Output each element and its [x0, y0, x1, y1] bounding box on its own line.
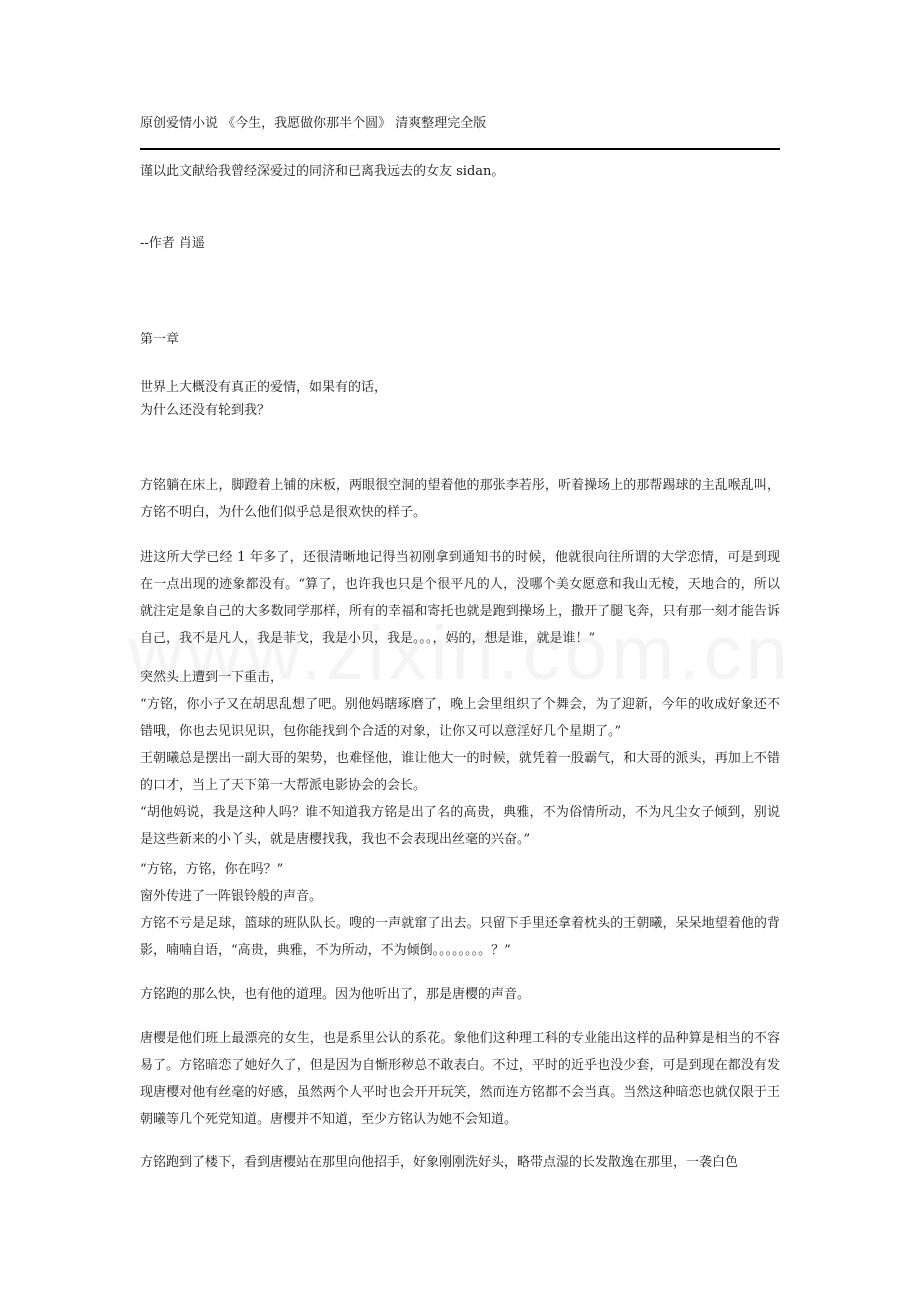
body-paragraph: “方铭，方铭，你在吗？” 窗外传进了一阵银铃般的声音。 方铭不亏是足球，篮球的班队队长。嗖的一声就窜了出去。只留下手里还拿着枕头的王朝曦，呆呆地望着他的背影，喃喃自语，“高贵，典雅，不为所动，不为倾倒。。。。。。。。？”: [140, 862, 780, 958]
chapter-heading: 第一章: [140, 332, 180, 347]
body-paragraph: 唐樱是他们班上最漂亮的女生，也是系里公认的系花。象他们这种理工科的专业能出这样的品种算是相当的不容易了。方铭暗恋了她好久了，但是因为自惭形秽总不敢表白。不过，平时的近乎也没少套，可是到现在都没有发现唐樱对他有丝毫的好感，虽然两个人平时也会开开玩笑，然而连方铭都不会当真。当然这种暗恋也就仅限于王朝曦等几个死党知道。唐樱并不知道，至少方铭认为她不会知道。: [140, 1031, 780, 1127]
dedication-line: 谨以此文献给我曾经深爱过的同济和已离我远去的女友 sidan。: [140, 164, 505, 179]
header-rule: [140, 148, 780, 150]
body-paragraph: 进这所大学已经 1 年多了，还很清晰地记得当初刚拿到通知书的时候，他就很向往所谓的大学恋情，可是到现在一点出现的迹象都没有。“算了，也许我也只是个很平凡的人，没哪个美女愿意和我山无棱，天地合的，所以就注定是象自己的大多数同学那样，所有的幸福和寄托也就是跑到操场上，撒开了腿飞奔，只有那一刻才能告诉自己，我不是凡人，我是菲戈，我是小贝，我是。。。，妈的，想是谁，就是谁！”: [140, 550, 780, 646]
poem-line: 为什么还没有轮到我？: [140, 403, 271, 418]
author-line: --作者 肖遥: [140, 236, 205, 251]
document-title: 原创爱情小说 《今生，我愿做你那半个圆》 清爽整理完全版: [140, 116, 487, 131]
body-paragraph: 方铭跑到了楼下，看到唐樱站在那里向他招手，好象刚刚洗好头，略带点湿的长发散逸在那里，一袭白色: [140, 1155, 739, 1170]
body-paragraph: 方铭躺在床上，脚蹬着上铺的床板，两眼很空洞的望着他的那张李若彤，听着操场上的那帮踢球的主乱喉乱叫，方铭不明白，为什么他们似乎总是很欢快的样子。: [140, 478, 780, 520]
body-paragraph: 方铭跑的那么快，也有他的道理。因为他听出了，那是唐樱的声音。: [140, 987, 531, 1002]
body-paragraph: 突然头上遭到一下重击， “方铭，你小子又在胡思乱想了吧。别他妈瞎琢磨了，晚上会里组织了个舞会，为了迎新，今年的收成好象还不错哦，你也去见识见识，包你能找到个合适的对象，让你又可以意淫好几个星期了。” 王朝曦总是摆出一副大哥的架势，也难怪他，谁让他大一的时候，就凭着一股霸气，和大哥的派头，再加上不错的口才，当上了天下第一大帮派电影协会的会长。 “胡他妈说，我是这种人吗？谁不知道我方铭是出了名的高贵，典雅，不为俗情所动，不为凡尘女子倾到，别说是这些新来的小丫头，就是唐樱找我，我也不会表现出丝毫的兴奋。”: [140, 670, 780, 847]
poem-line: 世界上大概没有真正的爱情，如果有的话，: [140, 380, 388, 395]
